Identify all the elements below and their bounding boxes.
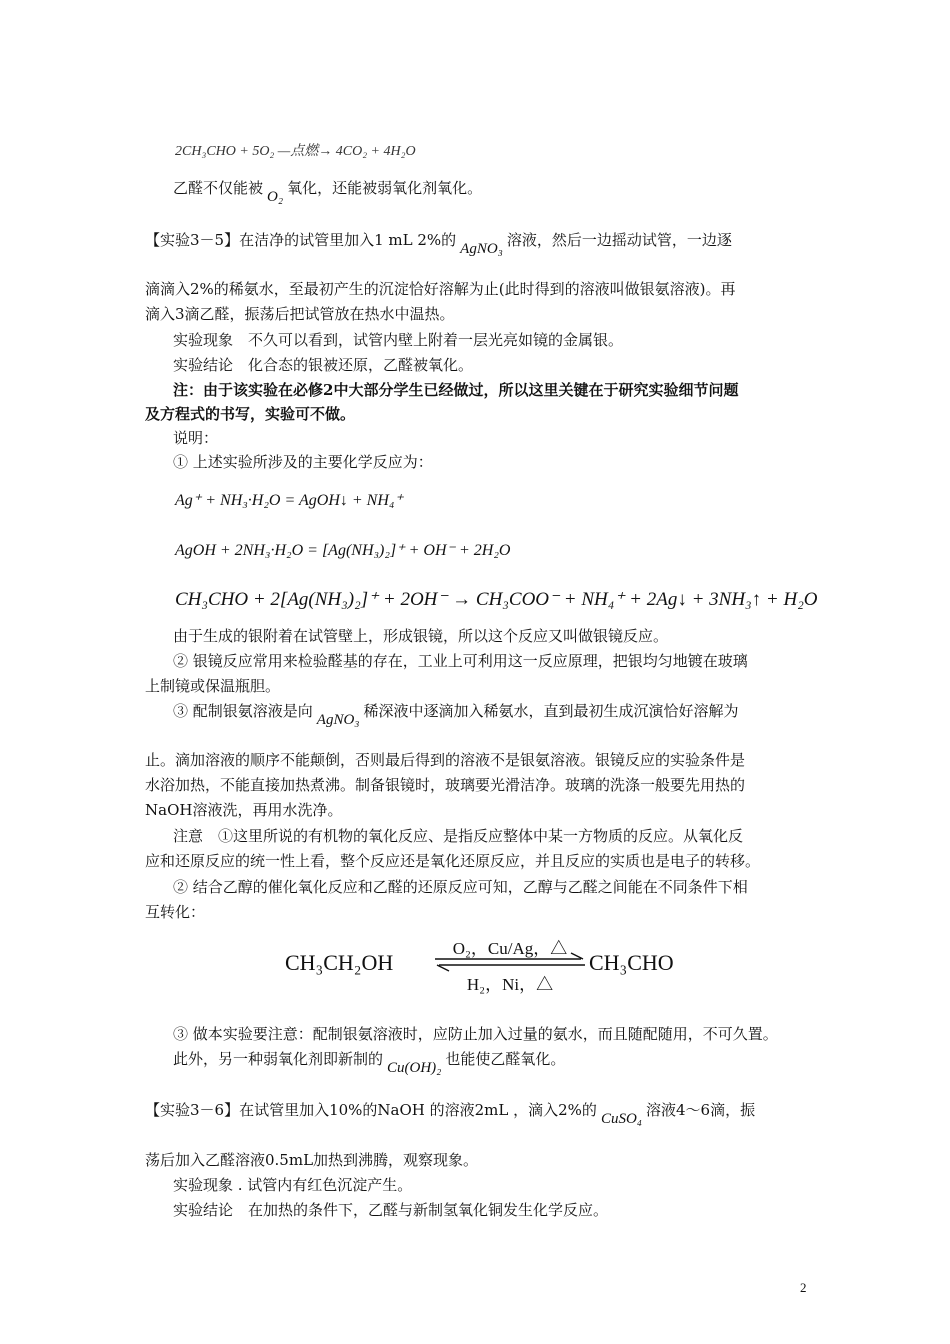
item-3-line1 — [173, 701, 739, 728]
item-2-line1: ② 银镜反应常用来检验醛基的存在，工业上可利用这一反应原理，把银均匀地镀在玻璃 — [173, 652, 748, 670]
text: 【实验3－5】在洁净的试管里加入1 mL 2%的 — [145, 231, 457, 249]
text: 【实验3－6】在试管里加入10%的NaOH 的溶液2mL ，滴入2%的 — [145, 1101, 597, 1119]
text: 溶液4～6滴，振 — [646, 1101, 756, 1119]
experiment-3-5-line1 — [145, 230, 732, 257]
phenomenon-1: 实验现象 不久可以看到，试管内壁上附着一层光亮如镜的金属银。 — [173, 331, 624, 349]
phenomenon-2: 实验现象 . 试管内有红色沉淀产生。 — [173, 1176, 413, 1194]
ethanol-formula: CH₃CH₂OH — [285, 950, 394, 975]
attention-line-2: 应和还原反应的统一性上看，整个反应还是氧化还原反应，并且反应的实质也是电子的转移。 — [145, 852, 761, 870]
reverse-conditions: H₂，Ni，△ — [466, 975, 554, 994]
chem-formula: Cu(OH)₂ — [387, 1060, 442, 1076]
other-oxidant — [173, 1049, 566, 1076]
text: 溶液，然后一边摇动试管，一边逐 — [506, 231, 732, 249]
conclusion-1: 实验结论 化合态的银被还原，乙醛被氧化。 — [173, 356, 474, 374]
chem-formula: O₂ — [267, 189, 284, 205]
experiment-3-6-line1 — [145, 1100, 756, 1127]
note-line-2: 及方程式的书写，实验可不做。 — [145, 405, 356, 423]
equation-1: Ag⁺ + NH₃·H₂O = AgOH↓ + NH₄⁺ — [175, 492, 403, 509]
item-3-line2: 止。滴加溶液的顺序不能颠倒，否则最后得到的溶液不是银氨溶液。银镜反应的实验条件是 — [145, 751, 746, 769]
chem-formula: AgNO₃ — [460, 241, 503, 257]
text: 此外，另一种弱氧化剂即新制的 — [173, 1050, 384, 1068]
item-2-line2: 上制镜或保温瓶胆。 — [145, 677, 281, 695]
text: 乙醛不仅能被 — [173, 179, 264, 197]
paragraph-oxidation — [173, 178, 483, 205]
forward-conditions: O₂，Cu/Ag，△ — [452, 939, 568, 958]
chem-formula: CuSO₄ — [600, 1111, 642, 1127]
item-3-line4: NaOH溶液洗，再用水洗净。 — [145, 801, 343, 819]
attention-line-1: 注意 ①这里所说的有机物的氧化反应、是指反应整体中某一方物质的反应。从氧化反 — [173, 827, 744, 845]
silver-mirror-text: 由于生成的银附着在试管壁上，形成银镜，所以这个反应又叫做银镜反应。 — [173, 627, 669, 645]
equation-2: AgOH + 2NH₃·H₂O = [Ag(NH₃)₂]⁺ + OH⁻ + 2H₂O — [175, 542, 511, 559]
item-1: ① 上述实验所涉及的主要化学反应为： — [173, 453, 433, 471]
attention-3: ③ 做本实验要注意：配制银氨溶液时，应防止加入过量的氨水，而且随配随用，不可久置。 — [173, 1025, 778, 1043]
note-line-1: 注：由于该实验在必修2中大部分学生已经做过，所以这里关键在于研究实验细节问题 — [173, 381, 739, 399]
equation-combustion: 2CH₃CHO + 5O₂ —点燃→ 4CO₂ + 4H₂O — [175, 144, 416, 159]
conversion-equation — [285, 934, 705, 994]
experiment-3-5-line2: 滴滴入2%的稀氨水，至最初产生的沉淀恰好溶解为止(此时得到的溶液叫做银氨溶液)。再 — [145, 280, 736, 298]
text: 也能使乙醛氧化。 — [445, 1050, 566, 1068]
explain-heading: 说明： — [173, 429, 219, 447]
experiment-3-5-line3: 滴入3滴乙醛，振荡后把试管放在热水中温热。 — [145, 305, 455, 323]
acetaldehyde-formula: CH₃CHO — [589, 950, 674, 975]
attention-2-line-1: ② 结合乙醇的催化氧化反应和乙醛的还原反应可知，乙醇与乙醛之间能在不同条件下相 — [173, 878, 748, 896]
experiment-3-6-line2: 荡后加入乙醛溶液0.5mL加热到沸腾，观察现象。 — [145, 1151, 479, 1169]
text: 氧化，还能被弱氧化剂氧化。 — [287, 179, 483, 197]
conclusion-2: 实验结论 在加热的条件下，乙醛与新制氢氧化铜发生化学反应。 — [173, 1201, 609, 1219]
chem-formula: AgNO₃ — [316, 712, 360, 728]
attention-2-line-2: 互转化： — [145, 903, 206, 921]
equation-3: CH₃CHO + 2[Ag(NH₃)₂]⁺ + 2OH⁻ → CH₃COO⁻ + NH₄⁺ + 2Ag↓ + 3NH₃↑ + H₂O — [175, 589, 818, 610]
text: ③ 配制银氨溶液是向 — [173, 702, 313, 720]
page-number: 2 — [800, 1280, 807, 1295]
item-3-line3: 水浴加热，不能直接加热煮沸。制备银镜时，玻璃要光滑洁净。玻璃的洗涤一般要先用热的 — [145, 776, 746, 794]
reversible-arrow — [431, 934, 589, 994]
text: 稀深液中逐滴加入稀氨水，直到最初生成沉演恰好溶解为 — [363, 702, 739, 720]
